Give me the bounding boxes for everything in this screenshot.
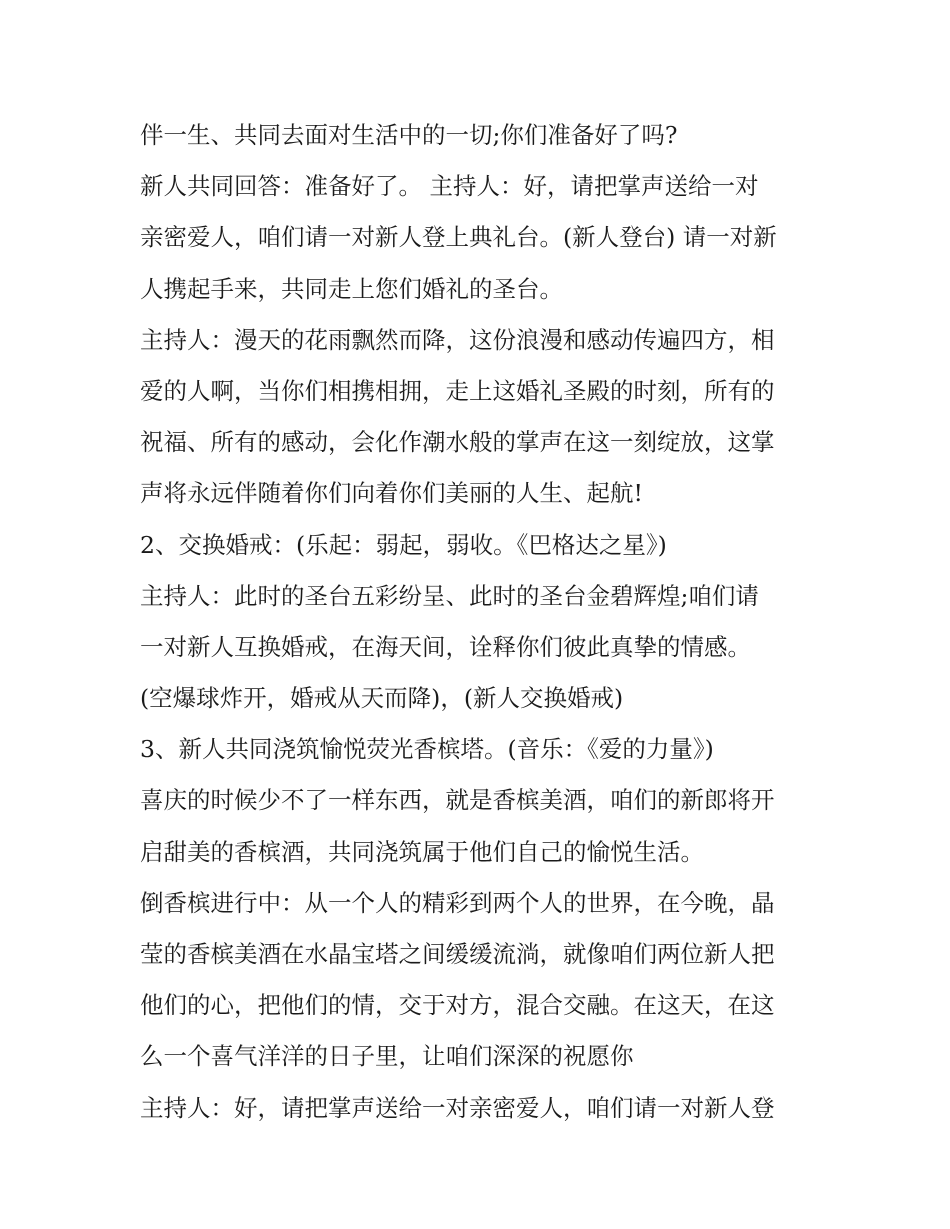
text-line: 他们的心，把他们的情，交于对方，混合交融。在这天，在这	[140, 991, 775, 1020]
text-line: 人携起手来，共同走上您们婚礼的圣台。	[140, 274, 563, 303]
text-line: 一对新人互换婚戒，在海天间，诠释你们彼此真挚的情感。	[140, 632, 751, 661]
text-line: 喜庆的时候少不了一样东西，就是香槟美酒，咱们的新郎将开	[140, 786, 775, 815]
text-line: (空爆球炸开，婚戒从天而降)，(新人交换婚戒)	[140, 684, 624, 713]
section-heading: 3、新人共同浇筑愉悦荧光香槟塔。(音乐：《爱的力量》)	[140, 735, 714, 764]
text-line: 倒香槟进行中：从一个人的精彩到两个人的世界，在今晚，晶	[140, 888, 775, 917]
text-line: 亲密爱人，咱们请一对新人登上典礼台。(新人登台) 请一对新	[140, 223, 777, 252]
document-body	[140, 110, 820, 1134]
text-line: 祝福、所有的感动，会化作潮水般的掌声在这一刻绽放，这掌	[140, 428, 775, 457]
section-heading: 2、交换婚戒：(乐起：弱起，弱收。《巴格达之星》)	[140, 530, 667, 559]
text-line: 爱的人啊，当你们相携相拥，走上这婚礼圣殿的时刻，所有的	[140, 376, 775, 405]
text-line: 主持人：此时的圣台五彩纷呈、此时的圣台金碧辉煌;咱们请	[140, 581, 759, 610]
text-line: 么一个喜气洋洋的日子里，让咱们深深的祝愿你	[140, 1042, 634, 1071]
text-line: 主持人：好，请把掌声送给一对亲密爱人，咱们请一对新人登	[140, 1093, 775, 1122]
text-line: 伴一生、共同去面对生活中的一切;你们准备好了吗?	[140, 121, 678, 149]
text-line: 莹的香槟美酒在水晶宝塔之间缓缓流淌，就像咱们两位新人把	[140, 940, 775, 968]
text-line: 主持人：漫天的花雨飘然而降，这份浪漫和感动传遍四方，相	[140, 325, 775, 354]
text-line: 启甜美的香槟酒，共同浇筑属于他们自己的愉悦生活。	[140, 837, 704, 866]
text-line: 新人共同回答：准备好了。 主持人：好，请把掌声送给一对	[140, 172, 759, 201]
text-line: 声将永远伴随着你们向着你们美丽的人生、起航!	[140, 479, 643, 508]
